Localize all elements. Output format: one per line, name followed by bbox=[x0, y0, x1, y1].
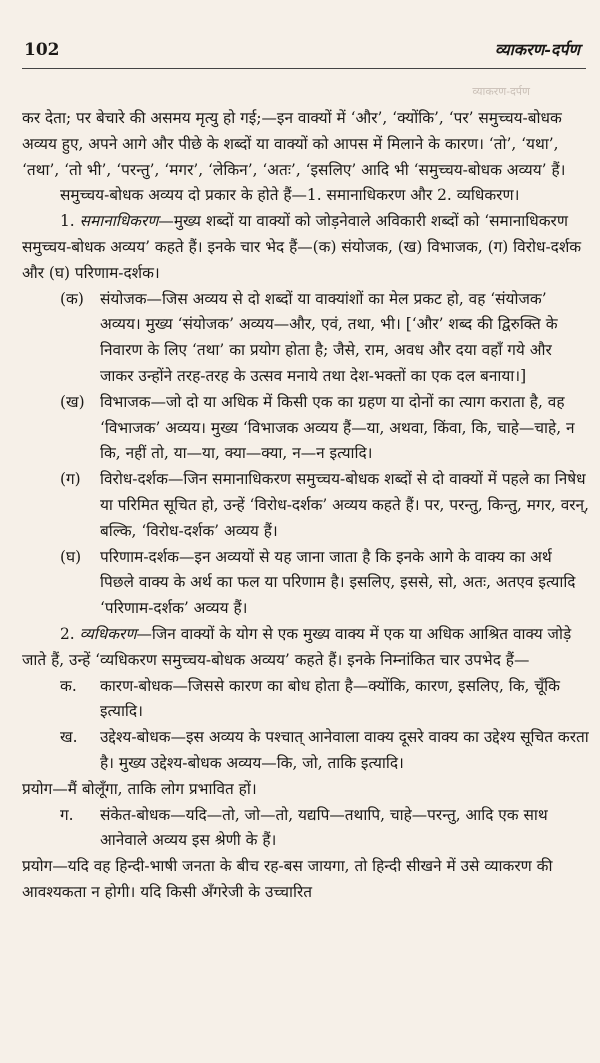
item-label: (क) bbox=[60, 289, 84, 308]
example-line: प्रयोग—यदि वह हिन्दी-भाषी जनता के बीच रह-बस जायगा, तो हिन्दी सीखने में उसे व्याकरण की आवश्यकता न होगी। यदि किसी अँगरेजी के उच्चारित bbox=[22, 857, 553, 901]
running-title: व्याकरण-दर्पण bbox=[494, 40, 580, 59]
page-header bbox=[0, 40, 600, 98]
item-label: ग. bbox=[60, 805, 74, 824]
list-item bbox=[60, 467, 590, 544]
example-line: प्रयोग—मैं बोलूँगा, ताकि लोग प्रभावित हों। bbox=[22, 779, 257, 798]
list-item bbox=[60, 545, 590, 622]
vyadhikaran-text: —जिन वाक्यों के योग से एक मुख्य वाक्य में एक या अधिक आश्रित वाक्य जोड़े जाते हैं, उन्हें ‘व्यधिकरण समुच्चय-बोधक अव्यय’ कहते हैं। इनके निम्नांकित चार उपभेद हैं— bbox=[22, 624, 572, 669]
list-item bbox=[60, 674, 590, 726]
item-text: कारण-बोधक—जिससे कारण का बोध होता है—क्योंकि, कारण, इसलिए, कि, चूँकि इत्यादि। bbox=[100, 676, 560, 721]
item-label: (ख) bbox=[60, 392, 85, 411]
samanadhikaran-text: —मुख्य शब्दों या वाक्यों को जोड़नेवाले अविकारी शब्दों को ‘समानाधिकरण समुच्चय-बोधक अव्यय’ कहते हैं। इनके चार भेद हैं—(क) संयोजक, (ख) विभाजक, (ग) विरोध-दर्शक और (घ) परिणाम-दर्शक। bbox=[22, 212, 582, 282]
list-item bbox=[60, 725, 590, 777]
header-rule bbox=[22, 68, 586, 69]
item-label: क. bbox=[60, 676, 77, 695]
item-text: विरोध-दर्शक—जिन समानाधिकरण समुच्चय-बोधक शब्दों से दो वाक्यों में पहले का निषेध या परिमित सूचित हो, उन्हें ‘विरोध-दर्शक’ अव्यय कहते हैं। पर, परन्तु, किन्तु, मगर, वरन्, बल्कि, ‘विरोध-दर्शक’ अव्यय हैं। bbox=[100, 470, 589, 540]
item-text: उद्देश्य-बोधक—इस अव्यय के पश्चात् आनेवाला वाक्य दूसरे वाक्य का उद्देश्य सूचित करता है। मुख्य उद्देश्य-बोधक अव्यय—कि, जो, ताकि इत्यादि। bbox=[100, 728, 589, 772]
item-text: परिणाम-दर्शक—इन अव्ययों से यह जाना जाता है कि इनके आगे के वाक्य का अर्थ पिछले वाक्य के अर्थ का फल या परिणाम है। इसलिए, इससे, सो, अतः, अतएव इत्यादि ‘परिणाम-दर्शक’ अव्यय हैं। bbox=[100, 547, 576, 618]
item-text: संयोजक—जिस अव्यय से दो शब्दों या वाक्यांशों का मेल प्रकट हो, वह ‘संयोजक’ अव्यय। मुख्य ‘संयोजक’ अव्यय—और, एवं, तथा, भी। [‘और’ शब्द की द्विरुक्ति के निवारण के लिए ‘तथा’ का प्रयोग होता है; जैसे, राम, अवध और दया वहाँ गये और जाकर उन्होंने तरह-तरह के उत्सव मनाये तथा देश-भक्तों का एक दल बनाया।] bbox=[100, 289, 558, 385]
vyadhikaran-paragraph bbox=[22, 622, 590, 674]
list-item bbox=[60, 287, 590, 390]
item-text: विभाजक—जो दो या अधिक में किसी एक का ग्रहण या दोनों का त्याग कराता है, वह ‘विभाजक’ अव्यय। मुख्य ‘विभाजक अव्यय हैं—या, अथवा, किंवा, कि, चाहे—चाहे, न कि, नहीं तो, या—या, क्या—क्या, न—न इत्यादि। bbox=[100, 392, 575, 463]
vyadhikaran-list bbox=[22, 674, 590, 906]
term-vyadhikaran: व्यधिकरण bbox=[79, 624, 137, 643]
page-number: 102 bbox=[24, 40, 60, 60]
item-label: ख. bbox=[60, 728, 78, 747]
samanadhikaran-paragraph bbox=[22, 209, 590, 286]
intro-paragraph: कर देता; पर बेचारे की असमय मृत्यु हो गई;—इन वाक्यों में ‘और’, ‘क्योंकि’, ‘पर’ समुच्चय-बोधक अव्यय हुए, अपने आगे और पीछे के शब्दों या वाक्यों को आपस में मिलाने के कारण। ‘तो’, ‘यथा’, ‘तथा’, ‘तो भी’, ‘परन्तु’, ‘मगर’, ‘लेकिन’, ‘अतः’, ‘इसलिए’ आदि भी ‘समुच्चय-बोधक अव्यय’ हैं। bbox=[22, 109, 566, 179]
item-text: संकेत-बोधक—यदि—तो, जो—तो, यद्यपि—तथापि, चाहे—परन्तु, आदि एक साथ आनेवाले अव्यय इस श्रेणी के हैं। bbox=[100, 805, 548, 850]
section-number: 2. bbox=[60, 624, 75, 643]
term-samanadhikaran: समानाधिकरण bbox=[79, 212, 159, 231]
page-body bbox=[22, 106, 590, 906]
bleed-through-text: व्याकरण-दर्पण bbox=[472, 85, 530, 98]
section-number: 1. bbox=[60, 212, 75, 231]
types-paragraph: समुच्चय-बोधक अव्यय दो प्रकार के होते हैं—1. समानाधिकरण और 2. व्यधिकरण। bbox=[60, 186, 520, 205]
item-label: (ग) bbox=[60, 470, 81, 489]
samanadhikaran-list bbox=[22, 287, 590, 622]
list-item bbox=[60, 390, 590, 467]
item-label: (घ) bbox=[60, 547, 82, 566]
list-item bbox=[60, 803, 590, 855]
